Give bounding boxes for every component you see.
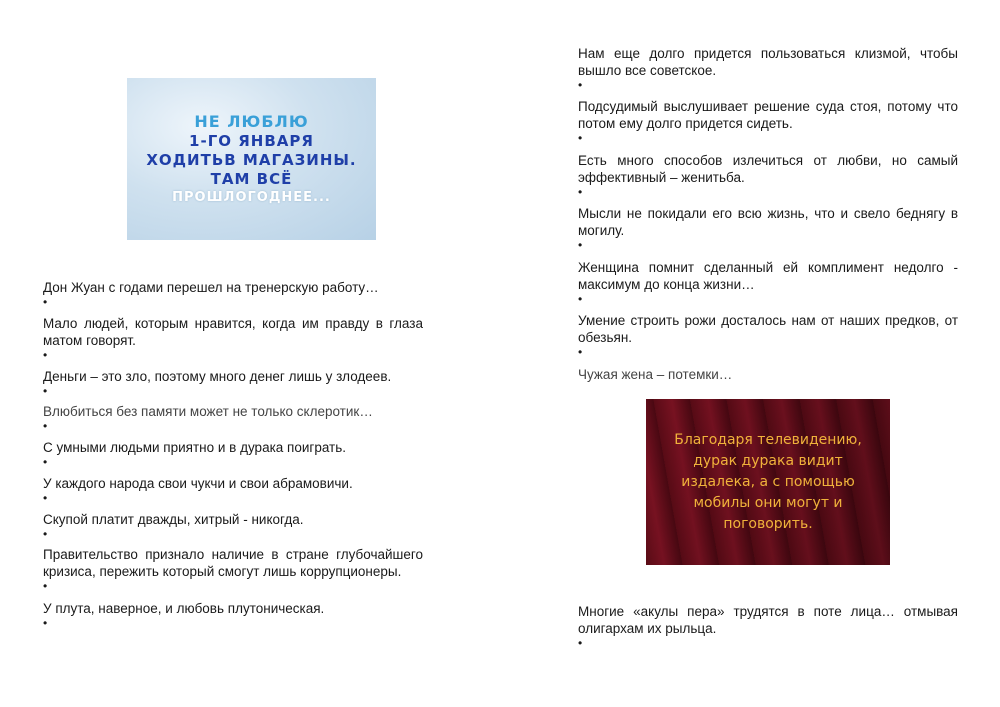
bullet-mark: • (43, 491, 48, 505)
bullet-mark: • (43, 419, 48, 433)
aphorism-item (43, 511, 423, 541)
bullet-mark: • (43, 527, 48, 541)
image-caption-line: ХОДИТЬВ МАГАЗИНЫ. (146, 150, 357, 169)
bullet-mark: • (578, 131, 583, 145)
aphorism-item (578, 603, 958, 650)
aphorism-item (43, 546, 423, 593)
image-caption-line: издалека, а с помощью (681, 473, 855, 490)
image-caption-line: ТАМ ВСЁ (210, 169, 293, 188)
aphorism-text: Нам еще долго придется пользоваться клизмой, чтобы вышло все советское. (578, 46, 958, 78)
aphorism-text: Подсудимый выслушивает решение суда стоя, потому что потом ему долго придется сидеть. (578, 99, 958, 131)
aphorism-item (578, 45, 958, 92)
image-caption-line: дурак дурака видит (693, 452, 843, 469)
bullet-mark: • (578, 185, 583, 199)
aphorism-text: Есть много способов излечиться от любви, но самый эффективный – женитьба. (578, 153, 958, 185)
bullet-mark: • (43, 455, 48, 469)
bullet-mark: • (43, 384, 48, 398)
bullet-mark: • (578, 636, 583, 650)
aphorism-text: С умными людьми приятно и в дурака поиграть. (43, 440, 347, 455)
aphorism-item (578, 366, 958, 383)
bullet-mark: • (578, 292, 583, 306)
aphorism-text: Многие «акулы пера» трудятся в поте лица… отмывая олигархам их рыльца. (578, 604, 958, 636)
aphorism-text: У плута, наверное, и любовь плутоническая. (43, 601, 325, 616)
aphorism-text: Мысли не покидали его всю жизнь, что и свело беднягу в могилу. (578, 206, 958, 238)
television-joke-image (646, 399, 890, 565)
aphorism-item (578, 312, 958, 359)
image-caption-line: Благодаря телевидению, (674, 431, 862, 448)
aphorism-text: У каждого народа свои чукчи и свои абрамовичи. (43, 476, 353, 491)
aphorism-item (43, 600, 423, 630)
bullet-mark: • (578, 345, 583, 359)
image-caption-line: ПРОШЛОГОДНЕЕ... (172, 189, 331, 205)
aphorism-text: Дон Жуан с годами перешел на тренерскую работу… (43, 280, 379, 295)
aphorism-text: Умение строить рожи досталось нам от наших предков, от обезьян. (578, 313, 958, 345)
aphorism-text: Скупой платит дважды, хитрый - никогда. (43, 512, 304, 527)
aphorism-item (43, 475, 423, 505)
aphorism-item (43, 403, 423, 433)
aphorism-text: Мало людей, которым нравится, когда им правду в глаза матом говорят. (43, 316, 423, 348)
image-caption-line: мобилы они могут и (693, 494, 843, 511)
bullet-mark: • (43, 348, 48, 362)
aphorism-item (43, 315, 423, 362)
aphorism-item (43, 439, 423, 469)
bullet-mark: • (43, 616, 48, 630)
aphorism-text: Деньги – это зло, поэтому много денег лишь у злодеев. (43, 369, 392, 384)
aphorism-text: Чужая жена – потемки… (578, 367, 733, 382)
image-caption-line: НЕ ЛЮБЛЮ (194, 111, 309, 131)
bullet-mark: • (578, 78, 583, 92)
aphorism-item (578, 98, 958, 145)
bullet-mark: • (578, 238, 583, 252)
aphorism-item (43, 368, 423, 398)
bullet-mark: • (43, 295, 48, 309)
aphorism-text: Влюбиться без памяти может не только склеротик… (43, 404, 373, 419)
aphorism-text: Правительство признало наличие в стране глубочайшего кризиса, пережить который смогут лишь коррупционеры. (43, 547, 423, 579)
image-caption-line: поговорить. (723, 515, 813, 532)
aphorism-item (578, 259, 958, 306)
bullet-mark: • (43, 579, 48, 593)
image-caption-line: 1-ГО ЯНВАРЯ (189, 131, 314, 150)
new-year-joke-image (127, 78, 376, 240)
aphorism-text: Женщина помнит сделанный ей комплимент недолго - максимум до конца жизни… (578, 260, 958, 292)
aphorism-item (43, 279, 423, 309)
aphorism-item (578, 205, 958, 252)
aphorism-item (578, 152, 958, 199)
